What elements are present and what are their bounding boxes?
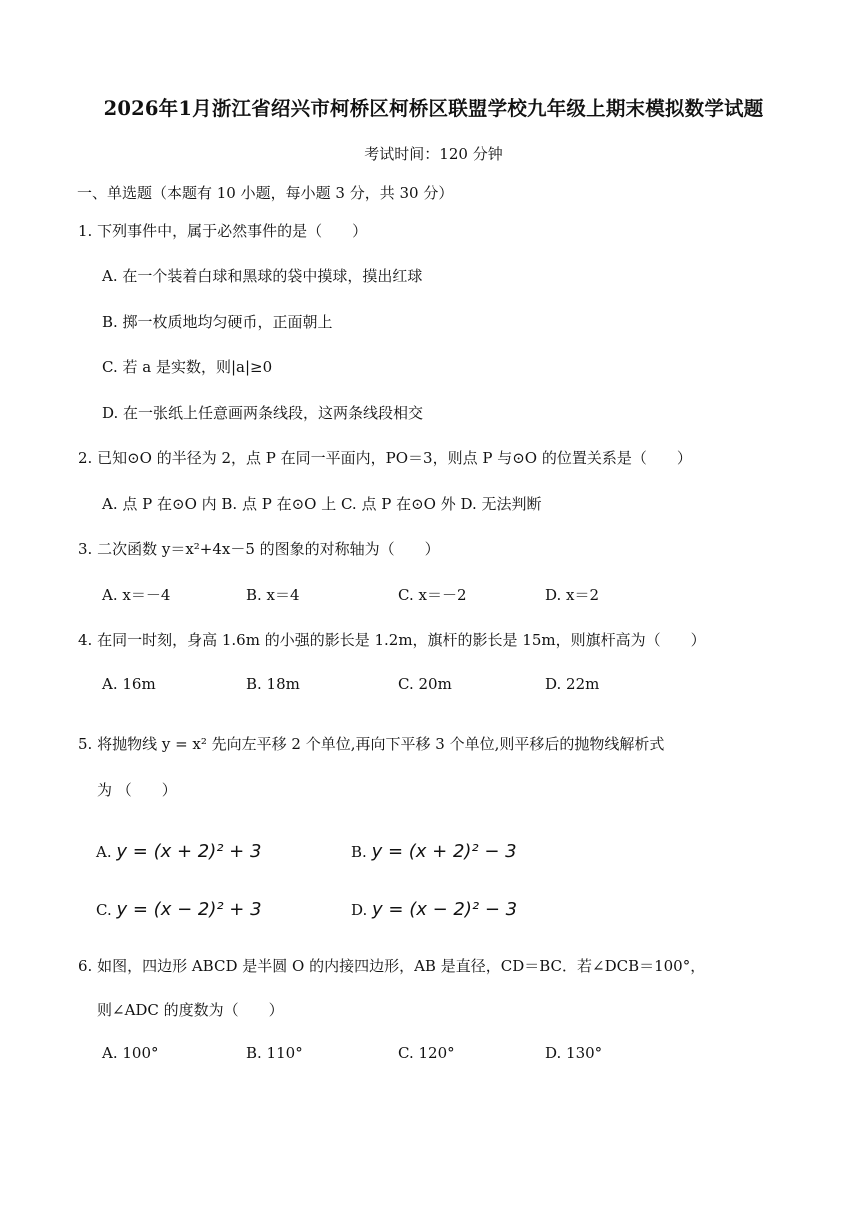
question-6-option-d: D. 130° bbox=[545, 1044, 603, 1062]
question-6-stem-line-1: 6. 如图，四边形 ABCD 是半圆 O 的内接四边形，AB 是直径，CD＝BC．若∠DCB＝100°， bbox=[78, 957, 706, 975]
question-5-option-d bbox=[351, 899, 517, 920]
question-5-option-b bbox=[351, 841, 517, 862]
question-1-stem: 1. 下列事件中，属于必然事件的是（ ） bbox=[78, 222, 368, 240]
question-3-stem: 3. 二次函数 y＝x²+4x－5 的图象的对称轴为（ ） bbox=[78, 540, 440, 558]
question-5-option-a bbox=[96, 841, 261, 862]
question-1-option-b: B. 掷一枚质地均匀硬币，正面朝上 bbox=[102, 313, 333, 331]
exam-title: 2026年1月浙江省绍兴市柯桥区柯桥区联盟学校九年级上期末模拟数学试题 bbox=[103, 97, 764, 120]
question-2-stem: 2. 已知⊙O 的半径为 2，点 P 在同一平面内，PO＝3，则点 P 与⊙O 的位置关系是（ ） bbox=[78, 449, 692, 467]
question-5-stem-line-2: 为 （ ） bbox=[97, 781, 177, 799]
question-4-option-a: A. 16m bbox=[102, 675, 156, 693]
question-3-option-b: B. x＝4 bbox=[246, 586, 300, 604]
exam-duration: 考试时间：120 分钟 bbox=[364, 145, 503, 163]
question-1-option-c: C. 若 a 是实数，则|a|≥0 bbox=[102, 358, 273, 376]
question-1-option-d: D. 在一张纸上任意画两条线段，这两条线段相交 bbox=[102, 404, 424, 422]
question-4-option-d: D. 22m bbox=[545, 675, 600, 693]
question-3-option-c: C. x＝－2 bbox=[398, 586, 467, 604]
question-5-stem-line-1: 5. 将抛物线 y = x² 先向左平移 2 个单位,再向下平移 3 个单位,则平移后的抛物线解析式 bbox=[78, 735, 665, 753]
question-2-options: A. 点 P 在⊙O 内 B. 点 P 在⊙O 上 C. 点 P 在⊙O 外 D. 无法判断 bbox=[102, 495, 542, 513]
question-3-option-d: D. x＝2 bbox=[545, 586, 600, 604]
question-1-option-a: A. 在一个装着白球和黑球的袋中摸球，摸出红球 bbox=[102, 267, 423, 285]
option-formula: y = (x − 2)² − 3 bbox=[372, 899, 518, 920]
option-formula: y = (x + 2)² − 3 bbox=[371, 841, 517, 862]
question-4-option-c: C. 20m bbox=[398, 675, 452, 693]
question-4-stem: 4. 在同一时刻，身高 1.6m 的小强的影长是 1.2m，旗杆的影长是 15m，则旗杆高为（ ） bbox=[78, 631, 706, 649]
question-6-option-b: B. 110° bbox=[246, 1044, 303, 1062]
option-letter: A. bbox=[96, 843, 112, 861]
question-6-stem-line-2: 则∠ADC 的度数为（ ） bbox=[97, 1001, 284, 1019]
option-letter: C. bbox=[96, 901, 112, 919]
option-formula: y = (x + 2)² + 3 bbox=[116, 841, 262, 862]
option-formula: y = (x − 2)² + 3 bbox=[116, 899, 262, 920]
option-letter: B. bbox=[351, 843, 367, 861]
question-3-option-a: A. x＝－4 bbox=[102, 586, 171, 604]
option-letter: D. bbox=[351, 901, 368, 919]
section-heading: 一、单选题（本题有 10 小题，每小题 3 分，共 30 分） bbox=[77, 184, 454, 202]
question-6-option-c: C. 120° bbox=[398, 1044, 455, 1062]
question-4-option-b: B. 18m bbox=[246, 675, 300, 693]
question-6-option-a: A. 100° bbox=[102, 1044, 159, 1062]
question-5-option-c bbox=[96, 899, 262, 920]
